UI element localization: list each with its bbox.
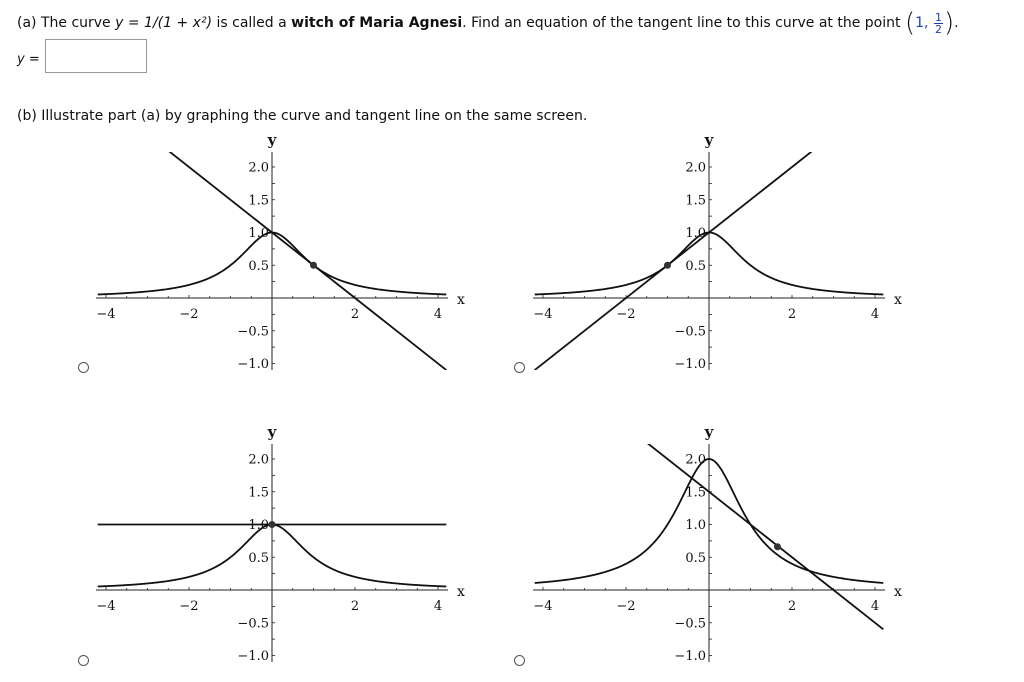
graph-option-4 [525,422,909,671]
point-x: 1 [915,15,925,31]
x-tick-label: 4 [433,307,443,322]
y-tick-label: 0.5 [248,550,269,566]
y-tick-label: 1.5 [248,485,269,501]
x-tick-label: 2 [787,307,797,322]
chart-4-plot [533,422,902,664]
witch-term: witch of Maria Agnesi [291,15,463,31]
graph-option-2-svg [525,130,909,375]
y-tick-label: −0.5 [674,324,706,340]
x-tick-label: −4 [533,599,553,614]
x-tick-label: 4 [870,599,880,614]
tangent-point [664,262,671,269]
graph-option-3-svg [88,422,472,667]
y-tick-label: 2.0 [685,452,706,468]
tangent-answer-input[interactable] [45,39,147,73]
y-tick-label: 1.5 [248,193,269,209]
y-tick-label: −1.0 [237,357,269,372]
y-axis-label: y [267,423,277,441]
y-tick-label: 1.0 [685,518,706,533]
y-tick-label: −1.0 [237,649,269,664]
y-tick-label: 0.5 [685,258,706,274]
tangent-point [310,262,317,269]
y-tick-label: −1.0 [674,357,706,372]
radio-option-1[interactable] [78,362,89,373]
x-tick-label: 2 [350,599,360,614]
y-tick-label: 0.5 [248,258,269,274]
x-axis-label: x [894,584,902,600]
radio-option-4[interactable] [514,655,525,666]
y-axis-label: y [267,131,277,149]
graph-option-2 [525,130,909,379]
y-tick-label: 0.5 [685,550,706,566]
x-axis-label: x [457,584,465,600]
y-axis-label: y [704,131,714,149]
y-tick-label: −0.5 [674,616,706,632]
point-open-paren: ( [904,8,916,38]
x-tick-label: −4 [96,599,116,614]
chart-2-plot [533,130,902,372]
x-tick-label: 4 [870,307,880,322]
curve-equation: y = 1/(1 + x²) [115,15,213,31]
y-tick-label: −0.5 [237,324,269,340]
answer-label: y = [17,52,40,67]
y-tick-label: 1.0 [248,518,269,533]
point-y-denominator: 2 [934,22,942,36]
x-tick-label: −2 [179,599,199,614]
question-part-b: (b) Illustrate part (a) by graphing the curve and tangent line on the same screen. [17,108,588,124]
radio-option-3[interactable] [78,655,89,666]
graph-option-4-svg [525,422,909,667]
tangent-point [269,521,276,528]
x-tick-label: −4 [96,307,116,322]
radio-option-2[interactable] [514,362,525,373]
y-tick-label: −1.0 [674,649,706,664]
x-axis-label: x [457,292,465,308]
graph-option-3 [88,422,472,671]
point-y-numerator: 1 [934,10,942,24]
x-tick-label: −4 [533,307,553,322]
x-tick-label: 2 [350,307,360,322]
y-axis-label: y [704,423,714,441]
chart-1-plot [96,130,465,372]
y-tick-label: 2.0 [685,160,706,176]
point-comma: , [924,15,933,31]
y-tick-label: 2.0 [248,160,269,176]
chart-3-plot [96,423,465,664]
y-tick-label: 1.0 [685,226,706,241]
y-tick-label: −0.5 [237,616,269,632]
x-axis-label: x [894,292,902,308]
x-tick-label: −2 [616,307,636,322]
x-tick-label: 4 [433,599,443,614]
graph-option-1-svg [88,130,472,375]
question-part-a: (a) The curve y = 1/(1 + x²) is called a witch of Maria Agnesi. Find an equation of the tangent line to this curve at the point (1, $\frac{1}{2}$ ). [17,8,959,38]
y-tick-label: 1.5 [685,193,706,209]
y-tick-label: 1.0 [248,226,269,241]
x-tick-label: −2 [616,599,636,614]
part-a-prefix: (a) The curve [17,15,111,31]
graph-option-1 [88,130,472,379]
y-tick-label: 1.5 [685,485,706,501]
y-tick-label: 2.0 [248,452,269,468]
point-close-paren: ) [943,8,955,38]
part-a-mid: is called a [216,15,287,31]
part-a-suffix: . Find an equation of the tangent line to this curve at the point [462,15,901,31]
x-tick-label: −2 [179,307,199,322]
x-tick-label: 2 [787,599,797,614]
point-y-fraction [934,12,943,35]
tangent-point [774,543,781,550]
